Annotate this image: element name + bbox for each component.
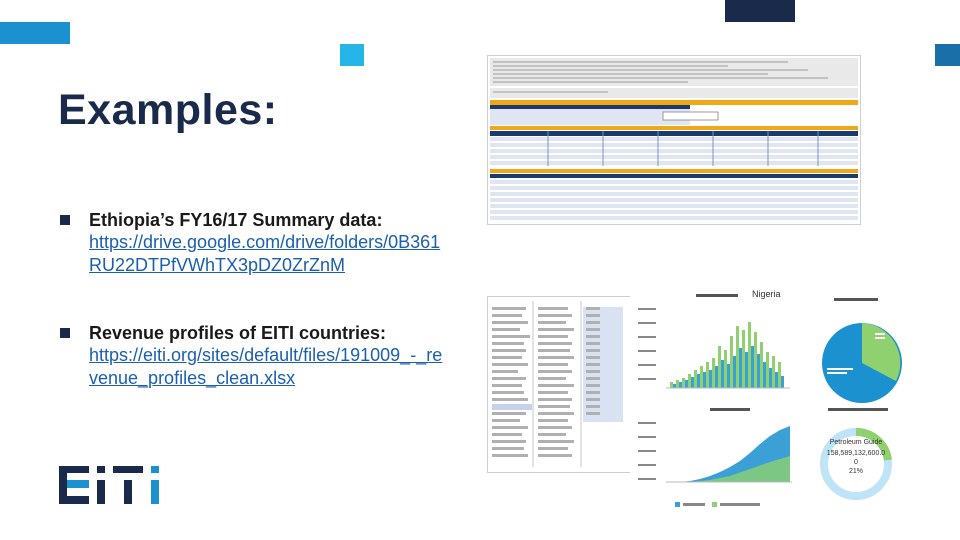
eiti-logo [59, 466, 161, 504]
spreadsheet-screenshot [487, 55, 861, 225]
dashboard-charts [630, 286, 910, 511]
dashboard-screenshot [487, 296, 631, 473]
bullet-label: Ethiopia’s FY16/17 Summary data: [89, 210, 383, 230]
bullet-square-icon [60, 215, 70, 225]
corner-deco-left [0, 22, 70, 44]
donut-value-label: 158,589,132,600.0 [826, 450, 886, 457]
bullet-ethiopia [60, 209, 450, 277]
corner-deco-small [340, 44, 364, 66]
corner-deco-top-right [725, 0, 795, 22]
bullet-revenue-profiles [60, 322, 450, 390]
donut-pct-label: 21% [848, 468, 864, 475]
revenue-charts-icon [630, 286, 910, 511]
donut-sub-label: 0 [854, 459, 858, 466]
corner-deco-right [935, 44, 960, 66]
bullet-label: Revenue profiles of EITI countries: [89, 323, 387, 343]
chart-country-label: Nigeria [752, 289, 781, 299]
page-title: Examples: [58, 86, 278, 134]
donut-title-label: Petroleum Guide [829, 439, 883, 446]
revenue-profiles-link[interactable]: https://eiti.org/sites/default/files/191009_-_revenue_profiles_clean.xlsx [89, 345, 443, 388]
ethiopia-link[interactable]: https://drive.google.com/drive/folders/0B361RU22DTPfVWhTX3pDZ0ZrZnM [89, 232, 441, 275]
spreadsheet-thumbnail-icon [488, 56, 860, 224]
country-list-icon [488, 297, 630, 472]
bullet-square-icon [60, 328, 70, 338]
